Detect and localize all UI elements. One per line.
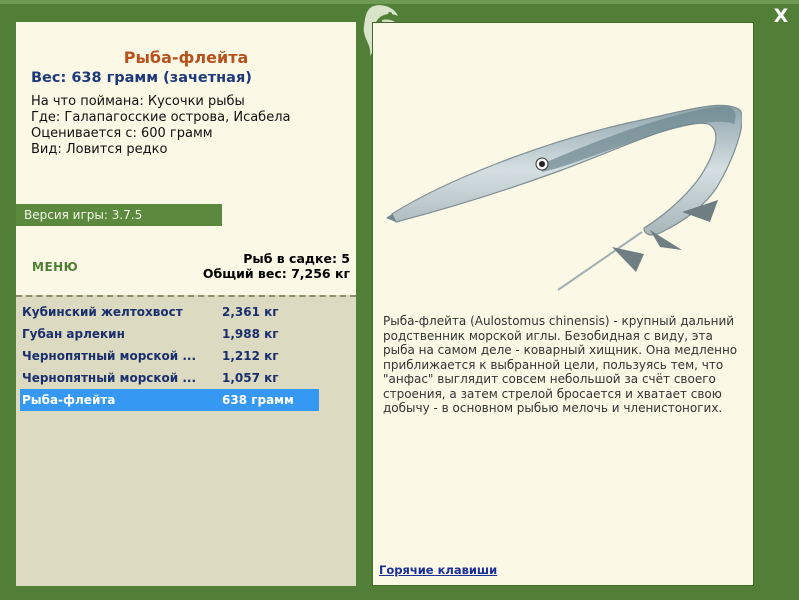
fish-description: Рыба-флейта (Aulostomus chinensis) - крупный дальний родственник морской иглы. Безобидная с виду, эта рыба на самом деле - коварный хищник. Она медленно приближается к выбранной цели, пользуясь тем, что "анфас" выглядит совсем небольшой за счёт своего строения, а затем стрелой бросается и хватает свою добычу - в основном рыбью мелочь и членистоногих. (383, 314, 738, 415)
game-version-bar: Версия игры: 3.7.5 (16, 204, 222, 226)
list-item-weight: 638 грамм (222, 393, 294, 407)
fish-count: Рыб в садке: 5 (243, 251, 350, 266)
location-info: Где: Галапагосские острова, Исабела (31, 110, 291, 125)
close-button[interactable]: X (773, 5, 789, 27)
fish-info-panel (16, 22, 356, 586)
list-item-name: Чернопятный морской ... (22, 349, 197, 363)
list-item-name: Чернопятный морской ... (22, 371, 197, 385)
list-item[interactable] (20, 323, 319, 345)
list-item-weight: 1,212 кг (222, 349, 279, 363)
min-weight-info: Оценивается с: 600 грамм (31, 126, 213, 141)
menu-button[interactable]: МЕНЮ (32, 260, 79, 274)
hotkeys-link[interactable]: Горячие клавиши (379, 563, 498, 577)
list-item-name: Рыба-флейта (22, 393, 116, 407)
fish-illustration (382, 72, 742, 322)
fish-picture-panel (372, 22, 754, 586)
fish-weight: Вес: 638 грамм (зачетная) (31, 70, 252, 86)
fish-name-title: Рыба-флейта (123, 48, 249, 67)
list-item[interactable] (20, 301, 319, 323)
list-item-name: Губан арлекин (22, 327, 125, 341)
list-item-weight: 2,361 кг (222, 305, 279, 319)
list-item[interactable] (20, 345, 319, 367)
dashed-divider (16, 295, 356, 297)
list-item-name: Кубинский желтохвост (22, 305, 183, 319)
list-item-weight: 1,057 кг (222, 371, 279, 385)
catch-stats (203, 251, 350, 281)
total-weight: Общий вес: 7,256 кг (202, 266, 350, 281)
list-item-weight: 1,988 кг (222, 327, 279, 341)
catch-list (20, 301, 319, 411)
list-item[interactable] (20, 389, 319, 411)
bait-info: На что поймана: Кусочки рыбы (31, 94, 245, 109)
list-item[interactable] (20, 367, 319, 389)
rarity-info: Вид: Ловится редко (31, 142, 168, 157)
